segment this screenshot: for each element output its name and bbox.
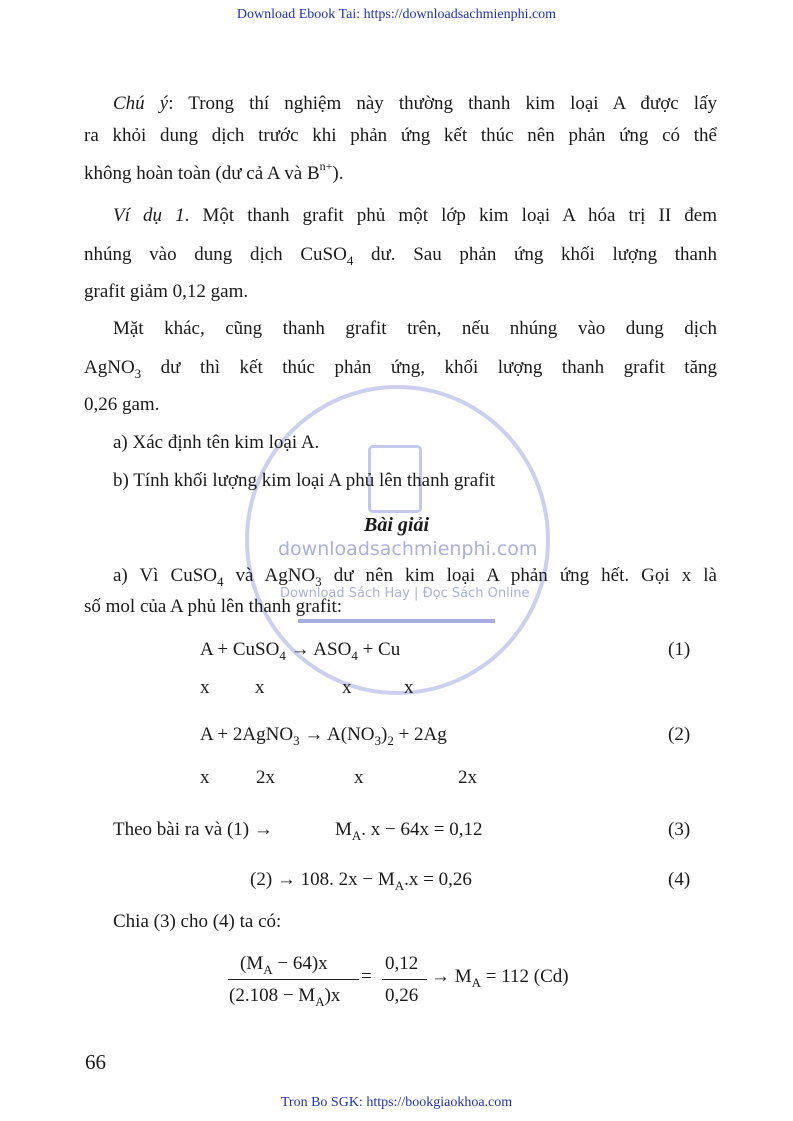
subscript: 4 <box>346 253 354 268</box>
solution-title <box>0 513 793 537</box>
text-run: không hoàn toàn (dư cả A và B <box>84 163 320 184</box>
frac2-num <box>385 952 418 976</box>
subscript: A <box>315 994 325 1009</box>
text-run: b) Tính khối lượng kim loại A phủ lên thanh grafit <box>113 470 496 491</box>
text-run: số mol của A phủ lên thanh grafit: <box>84 596 343 617</box>
subscript: 4 <box>216 574 224 589</box>
subscript: A <box>351 828 362 843</box>
text-run: = 112 (Cd) <box>481 966 569 987</box>
fraction-bar <box>382 979 427 980</box>
text-run: (M <box>240 953 264 974</box>
text-run: + Cu <box>357 639 401 660</box>
watermark-site: downloadsachmienphi.com <box>278 538 538 560</box>
text-run: → ASO <box>285 639 352 660</box>
subscript: A <box>394 878 405 893</box>
subscript: 2 <box>387 733 394 748</box>
header-download-link[interactable]: Download Ebook Tai: https://downloadsachmienphi.com <box>236 7 557 22</box>
text-run: 2x <box>256 767 275 788</box>
example-1 <box>113 204 717 228</box>
text-run: (2.108 − M <box>229 985 316 1006</box>
text-run: 2x <box>458 767 477 788</box>
reaction-2-mol-a <box>200 766 210 790</box>
watermark-tagline: Download Sách Hay | Đọc Sách Online <box>280 586 530 601</box>
equation-3 <box>335 818 482 842</box>
superscript: n+ <box>319 159 333 173</box>
text-run: và AgNO <box>223 565 316 586</box>
reaction-2 <box>200 723 447 747</box>
text-run: x <box>342 677 352 698</box>
solution-1 <box>113 564 717 588</box>
equation-3-lead <box>113 818 273 842</box>
text-run: A + CuSO <box>200 639 280 660</box>
text-run: x <box>354 767 364 788</box>
page-number: 66 <box>85 1050 106 1074</box>
text-run: x <box>200 767 210 788</box>
equation-number: (2) <box>668 724 691 745</box>
reaction-1-mol-d <box>404 676 414 700</box>
reaction-1-mol-c <box>342 676 352 700</box>
text-run: : Trong thí nghiệm này thường thanh kim loại A được lấy <box>168 93 718 114</box>
text-run: Theo bài ra và (1) → <box>113 819 273 840</box>
text-run: 0,26 <box>385 985 419 1006</box>
reaction-2-mol-b <box>256 766 275 790</box>
example-2 <box>84 243 717 267</box>
text-run: ). <box>332 163 344 184</box>
text-run: M <box>335 819 352 840</box>
text-run: . Một thanh grafit phủ một lớp kim loại A hóa trị II đem <box>184 205 717 226</box>
reaction-1-mol-a <box>200 676 210 700</box>
subscript: 3 <box>293 733 300 748</box>
subscript: 3 <box>315 574 322 589</box>
text-run: → M <box>431 966 472 987</box>
text-run: nhúng vào dung dịch CuSO <box>84 244 347 265</box>
reaction-1-mol-b <box>255 676 265 700</box>
text-run: Chia (3) cho (4) ta có: <box>113 911 282 932</box>
footer-sgk-link[interactable]: Tron Bo SGK: https://bookgiaokhoa.com <box>280 1095 513 1110</box>
frac1-den <box>229 984 340 1008</box>
subscript: 3 <box>134 366 142 381</box>
text-run: = <box>361 966 372 987</box>
text-run: .x = 0,26 <box>404 869 472 890</box>
text-run: ) <box>381 724 388 745</box>
text-run: AgNO <box>84 357 135 378</box>
frac2-den <box>385 984 418 1008</box>
text-run: → A(NO <box>299 724 375 745</box>
text-run: a) Xác định tên kim loại A. <box>113 432 320 453</box>
text-run: A + 2AgNO <box>200 724 294 745</box>
text-run: + 2Ag <box>393 724 447 745</box>
subscript: 3 <box>374 733 382 748</box>
solution-2 <box>84 595 342 619</box>
example-4 <box>113 317 717 341</box>
equation-number: (4) <box>668 869 691 890</box>
note-1 <box>113 92 717 116</box>
fraction-bar <box>228 979 359 980</box>
note-2 <box>84 124 717 148</box>
text-run: Mặt khác, cũng thanh grafit trên, nếu nhúng vào dung dịch <box>113 318 717 339</box>
equation-number: (3) <box>668 819 691 840</box>
text-run: 0,26 gam. <box>84 394 160 415</box>
text-run: 0,12 <box>385 953 419 974</box>
reaction-2-mol-c <box>354 766 364 790</box>
frac1-num <box>240 952 328 976</box>
result <box>431 965 569 989</box>
equation-4 <box>250 868 472 892</box>
text-run: x <box>200 677 210 698</box>
text-run: x <box>255 677 265 698</box>
text-run: dư nên kim loại A phản ứng hết. Gọi x là <box>321 565 717 586</box>
example-6 <box>84 393 159 417</box>
text-run: x <box>404 677 414 698</box>
watermark-bar <box>298 619 495 623</box>
text-run: − 64)x <box>272 953 328 974</box>
text-run: Chú ý <box>113 93 169 114</box>
text-run: . x − 64x = 0,12 <box>361 819 483 840</box>
divide-line <box>113 910 281 934</box>
text-run: (2) → 108. 2x − M <box>250 869 395 890</box>
question-b <box>113 469 495 493</box>
text-run: ra khỏi dung dịch trước khi phản ứng kết thúc nên phản ứng có thể <box>84 125 717 146</box>
example-3 <box>84 280 248 304</box>
reaction-2-mol-d <box>458 766 477 790</box>
text-run: dư. Sau phản ứng khối lượng thanh <box>353 244 717 265</box>
text-run: )x <box>324 985 341 1006</box>
note-3 <box>84 159 344 186</box>
reaction-1 <box>200 638 400 662</box>
question-a <box>113 431 319 455</box>
text-run: grafit giảm 0,12 gam. <box>84 281 249 302</box>
text-run: dư thì kết thúc phản ứng, khối lượng thanh grafit tăng <box>141 357 717 378</box>
subscript: 4 <box>351 648 358 663</box>
example-5 <box>84 356 717 380</box>
equation-number: (1) <box>668 639 691 660</box>
frac-equals <box>361 965 372 989</box>
subscript: 4 <box>279 648 286 663</box>
subscript: A <box>263 962 273 977</box>
subscript: A <box>471 975 482 990</box>
text-run: Ví dụ 1 <box>113 205 185 226</box>
text-run: Bài giải <box>363 514 429 536</box>
text-run: a) Vì CuSO <box>113 565 217 586</box>
